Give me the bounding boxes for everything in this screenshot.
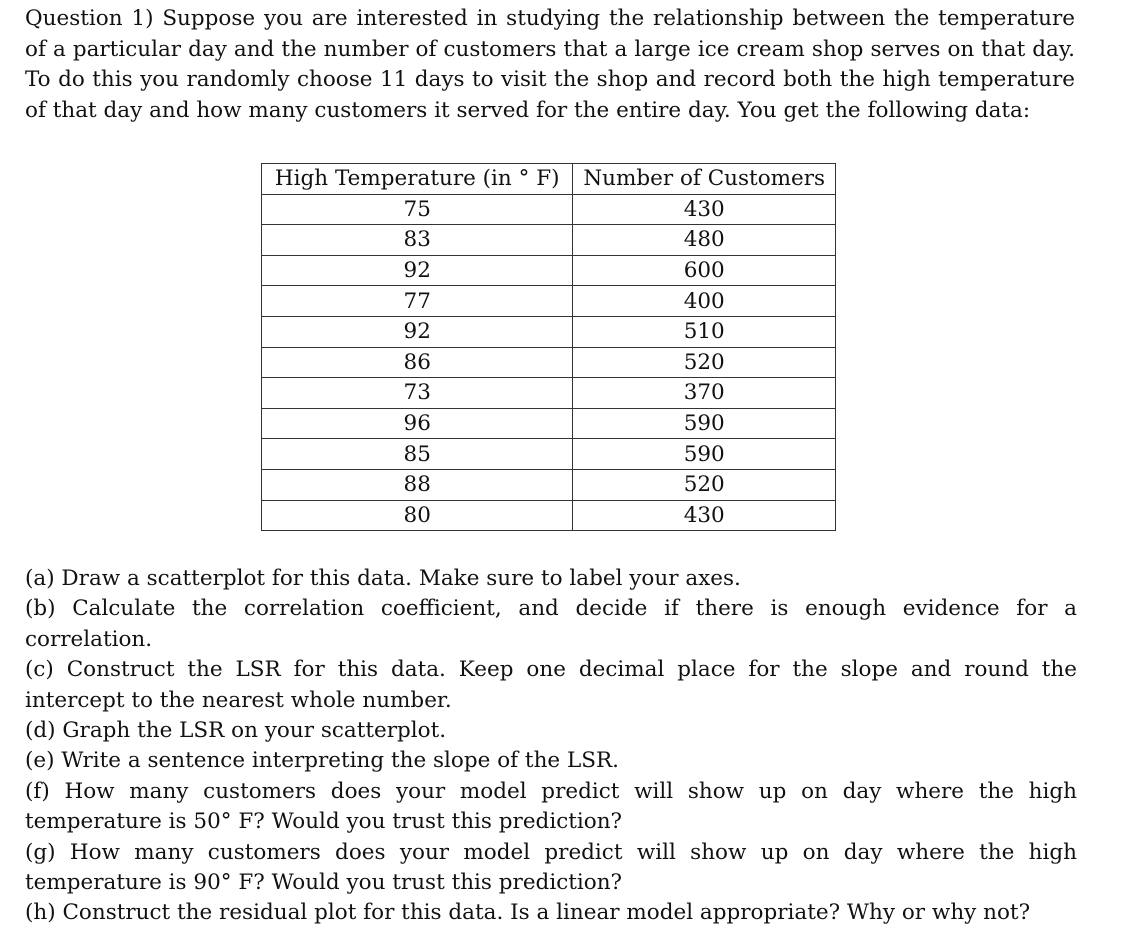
- table-row: [262, 286, 836, 317]
- data-table: [261, 163, 836, 531]
- table-row: [262, 439, 836, 470]
- customers-cell: 600: [573, 255, 836, 286]
- table-row: [262, 316, 836, 347]
- question-parts: [25, 564, 1077, 929]
- customers-cell: 510: [573, 316, 836, 347]
- table-row: [262, 408, 836, 439]
- temperature-cell: 88: [262, 469, 573, 500]
- header-high-temperature: High Temperature (in ° F): [262, 164, 573, 195]
- temperature-cell: 92: [262, 316, 573, 347]
- customers-cell: 590: [573, 439, 836, 470]
- question-part-f: (f) How many customers does your model predict will show up on day where the high temperature is 50° F? Would you trust this prediction?: [25, 778, 1077, 835]
- temperature-cell: 86: [262, 347, 573, 378]
- temperature-cell: 75: [262, 194, 573, 225]
- customers-cell: 370: [573, 378, 836, 409]
- question-intro: [25, 4, 1075, 126]
- customers-cell: 400: [573, 286, 836, 317]
- question-part-g: (g) How many customers does your model predict will show up on day where the high temperature is 90° F? Would you trust this prediction?: [25, 839, 1077, 896]
- table-row: [262, 194, 836, 225]
- customers-cell: 520: [573, 469, 836, 500]
- table-row: [262, 255, 836, 286]
- temperature-cell: 73: [262, 378, 573, 409]
- temperature-cell: 96: [262, 408, 573, 439]
- question-part-h: (h) Construct the residual plot for this data. Is a linear model appropriate? Why or why not?: [25, 900, 1031, 926]
- question-part-a: (a) Draw a scatterplot for this data. Make sure to label your axes.: [25, 566, 741, 591]
- question-part-e: (e) Write a sentence interpreting the slope of the LSR.: [25, 748, 620, 774]
- table-row: [262, 500, 836, 531]
- question-part-b: (b) Calculate the correlation coefficient, and decide if there is enough evidence for a correlation.: [25, 596, 1077, 652]
- header-number-of-customers: Number of Customers: [573, 164, 836, 195]
- temperature-cell: 80: [262, 500, 573, 531]
- customers-cell: 590: [573, 408, 836, 439]
- customers-cell: 430: [573, 500, 836, 531]
- customers-cell: 430: [573, 194, 836, 225]
- table-row: [262, 469, 836, 500]
- table-header-row: [262, 164, 836, 195]
- question-part-c: (c) Construct the LSR for this data. Keep one decimal place for the slope and round the intercept to the nearest whole number.: [25, 657, 1077, 713]
- temperature-cell: 85: [262, 439, 573, 470]
- customers-cell: 520: [573, 347, 836, 378]
- temperature-cell: 83: [262, 225, 573, 256]
- table-row: [262, 225, 836, 256]
- question-part-d: (d) Graph the LSR on your scatterplot.: [25, 718, 447, 744]
- temperature-cell: 92: [262, 255, 573, 286]
- table-row: [262, 378, 836, 409]
- question-intro-text: Question 1) Suppose you are interested in studying the relationship between the temperature of a particular day and the number of customers that a large ice cream shop serves on that day. To do this you randomly choose 11 days to visit the shop and record both the high temperature of that day and how many customers it served for the entire day. You get the following data:: [25, 6, 1075, 123]
- temperature-cell: 77: [262, 286, 573, 317]
- table-row: [262, 347, 836, 378]
- customers-cell: 480: [573, 225, 836, 256]
